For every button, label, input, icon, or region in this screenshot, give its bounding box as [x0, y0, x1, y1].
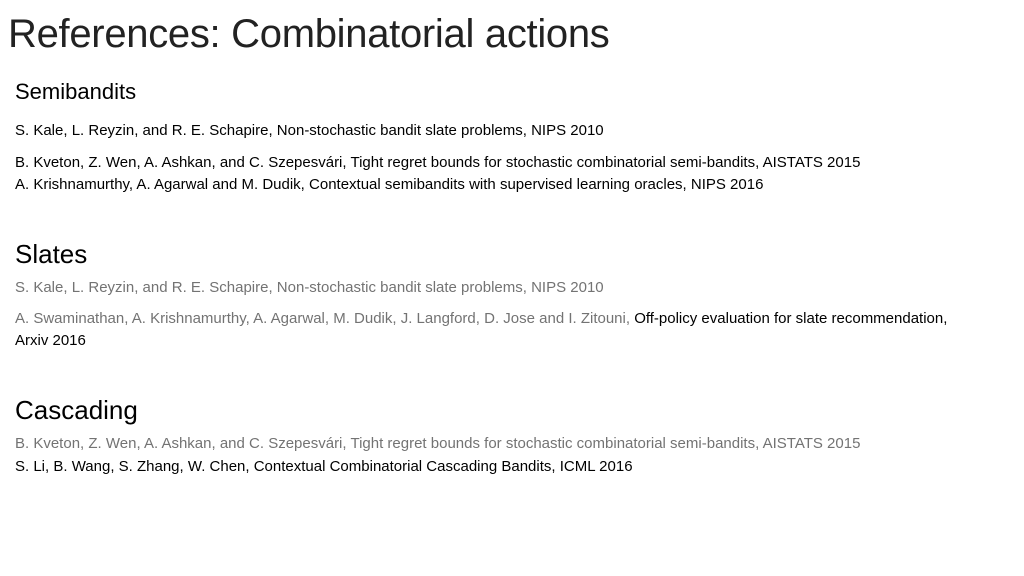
reference-semibandits-3: A. Krishnamurthy, A. Agarwal and M. Dudik, Contextual semibandits with supervised learning oracles, NIPS 2016	[15, 176, 764, 193]
reference-semibandits-1: S. Kale, L. Reyzin, and R. E. Schapire, Non-stochastic bandit slate problems, NIPS 2010	[15, 122, 604, 139]
reference-cascading-1: B. Kveton, Z. Wen, A. Ashkan, and C. Szepesvári, Tight regret bounds for stochastic combinatorial semi-bandits, AISTATS 2015	[15, 435, 861, 452]
slide-title: References: Combinatorial actions	[8, 12, 610, 56]
section-heading-slates: Slates	[15, 239, 88, 269]
reference-slates-1: S. Kale, L. Reyzin, and R. E. Schapire, Non-stochastic bandit slate problems, NIPS 2010	[15, 279, 604, 296]
reference-slates-2-title: Off-policy evaluation for slate recommendation, Arxiv 2016	[15, 310, 948, 349]
section-heading-cascading: Cascading	[15, 395, 138, 425]
reference-cascading-2: S. Li, B. Wang, S. Zhang, W. Chen, Contextual Combinatorial Cascading Bandits, ICML 2016	[15, 458, 633, 475]
reference-slates-2	[15, 308, 965, 352]
section-heading-semibandits: Semibandits	[15, 79, 137, 104]
reference-semibandits-2: B. Kveton, Z. Wen, A. Ashkan, and C. Szepesvári, Tight regret bounds for stochastic combinatorial semi-bandits, AISTATS 2015	[15, 154, 861, 171]
reference-slates-2-authors: A. Swaminathan, A. Krishnamurthy, A. Agarwal, M. Dudik, J. Langford, D. Jose and I. Zitouni,	[15, 310, 635, 327]
